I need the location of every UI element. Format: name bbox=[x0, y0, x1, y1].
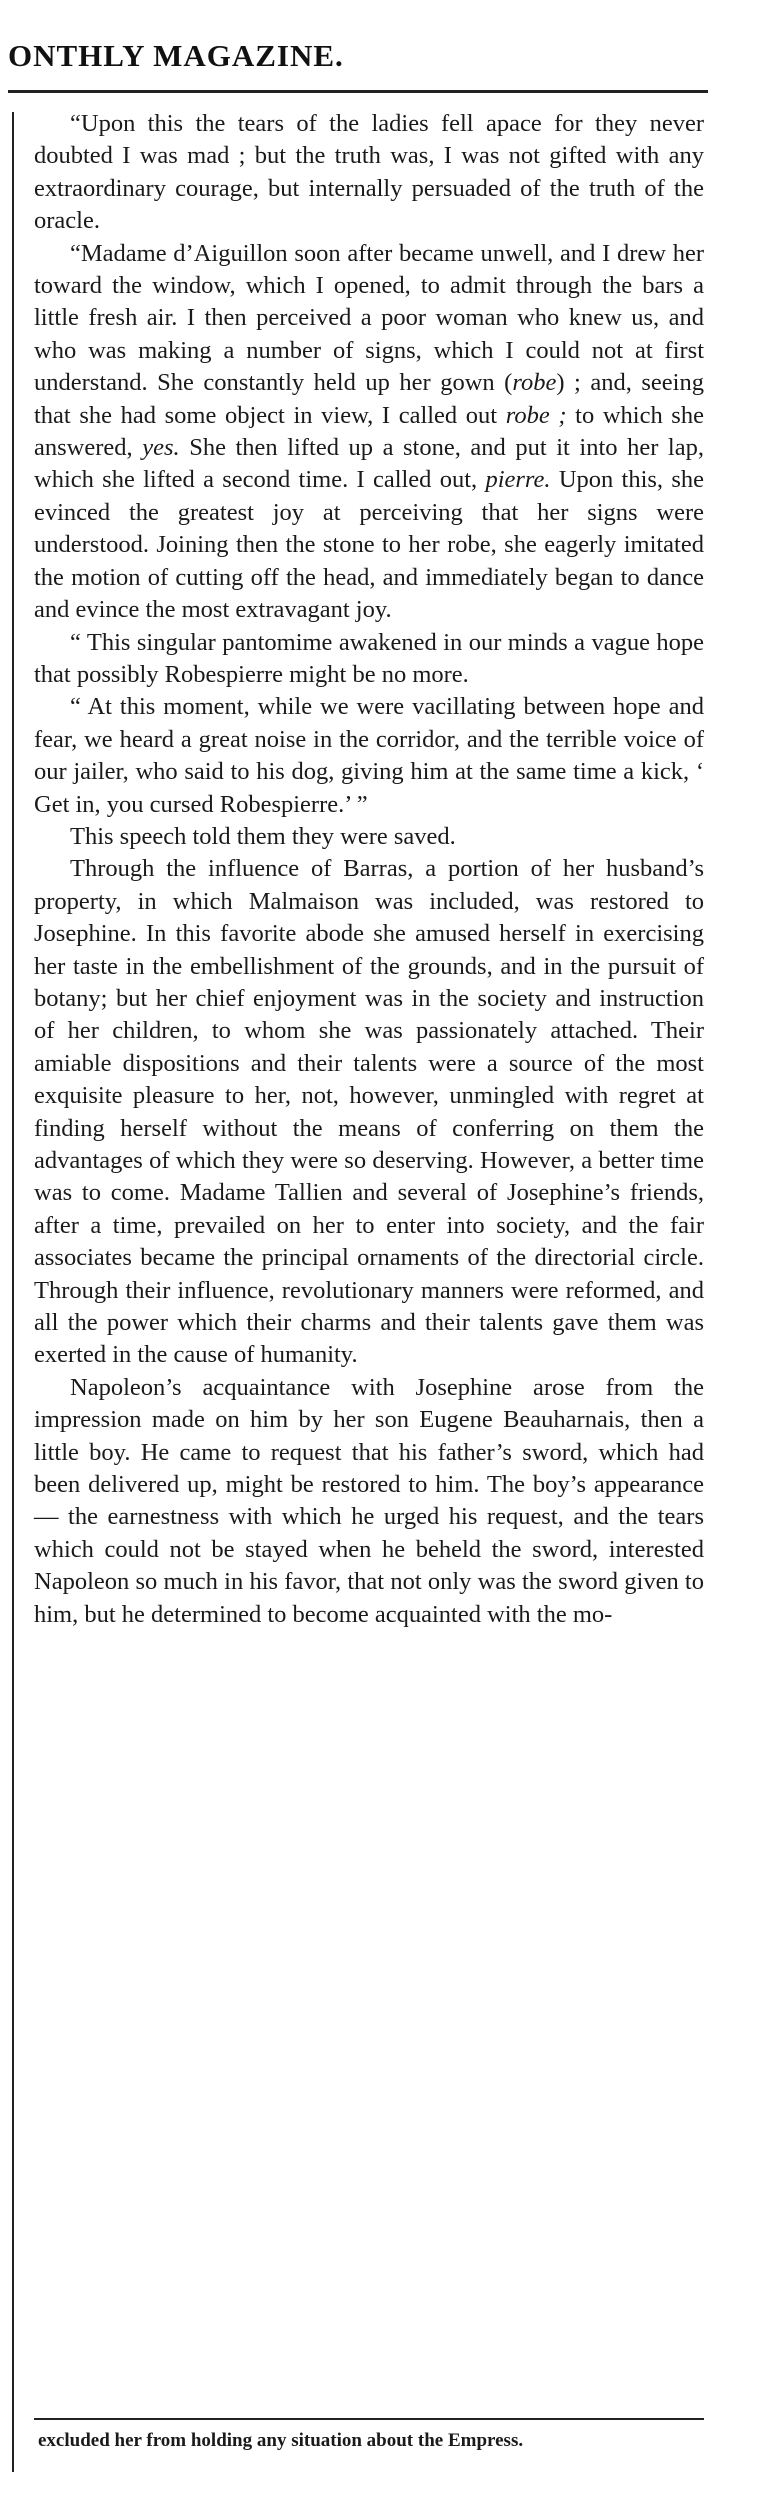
paragraph-text: “Madame d’Aiguillon soon after became unwell, and I drew her toward the window, which I opened, to admit through the bars a little fresh air. I then perceived a poor woman who knew us, and who was making a number of signs, which I could not at first understand. She constantly held up her gown ( bbox=[34, 239, 704, 397]
paragraph-text: “ At this moment, while we were vacillating between hope and fear, we heard a great noise in the corridor, and the terrible voice of our jailer, who said to his dog, giving him at the same time a kick, ‘ Get in, you cursed Robespierre.’ ” bbox=[34, 693, 704, 818]
paragraph-text: Through the influence of Barras, a portion of her husband’s property, in which Malmaison was included, was restored to Josephine. In this favorite abode she amused herself in exercising her taste in the embellishment of the grounds, and in the pursuit of botany; but her chief enjoyment was in the society and instruction of her children, to whom she was passionately attached. Their amiable dispositions and their talents were a source of the most exquisite pleasure to her, not, however, unmingled with regret at finding herself without the means of conferring on them the advantages of which they were so deserving. However, a better time was to come. Madame Tallien and several of Josephine’s friends, after a time, prevailed on her to enter into society, and the fair associates became the principal ornaments of the directorial circle. Through their influence, revolutionary manners were reformed, and all the power which their charms and their talents gave them was exerted in the cause of humanity. bbox=[34, 855, 704, 1369]
italic-word-yes: yes. bbox=[142, 434, 180, 462]
running-header: ONTHLY MAGAZINE. bbox=[8, 38, 344, 73]
italic-word-pierre: pierre. bbox=[485, 466, 551, 494]
paragraph-text: “ This singular pantomime awakened in our minds a vague hope that possibly Robespierre might be no more. bbox=[34, 628, 704, 688]
paragraph-pantomime-signs bbox=[34, 238, 704, 627]
paragraph-saved bbox=[34, 821, 704, 853]
footnote-rule bbox=[34, 2418, 704, 2420]
column-rule bbox=[12, 112, 14, 2472]
footnote: excluded her from holding any situation about the Empress. bbox=[38, 2430, 524, 2451]
paragraph-malmaison bbox=[34, 853, 704, 1372]
paragraph-jailer bbox=[34, 691, 704, 821]
paragraph-text: Napoleon’s acquaintance with Josephine arose from the impression made on him by her son Eugene Beauharnais, then a little boy. He came to request that his father’s sword, which had been delivered up, might be restored to him. The boy’s appearance — the earnestness with which he urged his request, and the tears which could not be stayed when he beheld the sword, interested Napoleon so much in his favor, that not only was the sword given to him, but he determined to become acquainted with the mo- bbox=[34, 1373, 704, 1628]
paragraph-vague-hope bbox=[34, 627, 704, 692]
paragraph-text: “Upon this the tears of the ladies fell apace for they never doubted I was mad ; but the truth was, I was not gifted with any extraordinary courage, but internally persuaded of the truth of the oracle. bbox=[34, 110, 704, 235]
paragraph-napoleon bbox=[34, 1372, 704, 1631]
paragraph-text: She then lifted up a stone, and put it into her lap, which she lifted a second time. I called out, bbox=[34, 434, 704, 494]
paragraph-text: ) ; and, seeing that she had some object in view, I called out bbox=[34, 369, 704, 429]
paragraph-oracle bbox=[34, 108, 704, 238]
header-rule bbox=[8, 90, 708, 93]
italic-word-robe-called: robe ; bbox=[505, 401, 567, 429]
paragraph-text: to which she answered, bbox=[34, 401, 704, 462]
italic-word-robe: robe bbox=[512, 369, 557, 397]
paragraph-text: This speech told them they were saved. bbox=[70, 822, 456, 850]
paragraph-text: Upon this, she evinced the greatest joy at perceiving that her signs were understood. Joining then the stone to her robe, she eagerly imitated the motion of cutting off the head, and immediately began to dance and evince the most extravagant joy. bbox=[34, 466, 704, 624]
text-column bbox=[34, 108, 704, 1631]
